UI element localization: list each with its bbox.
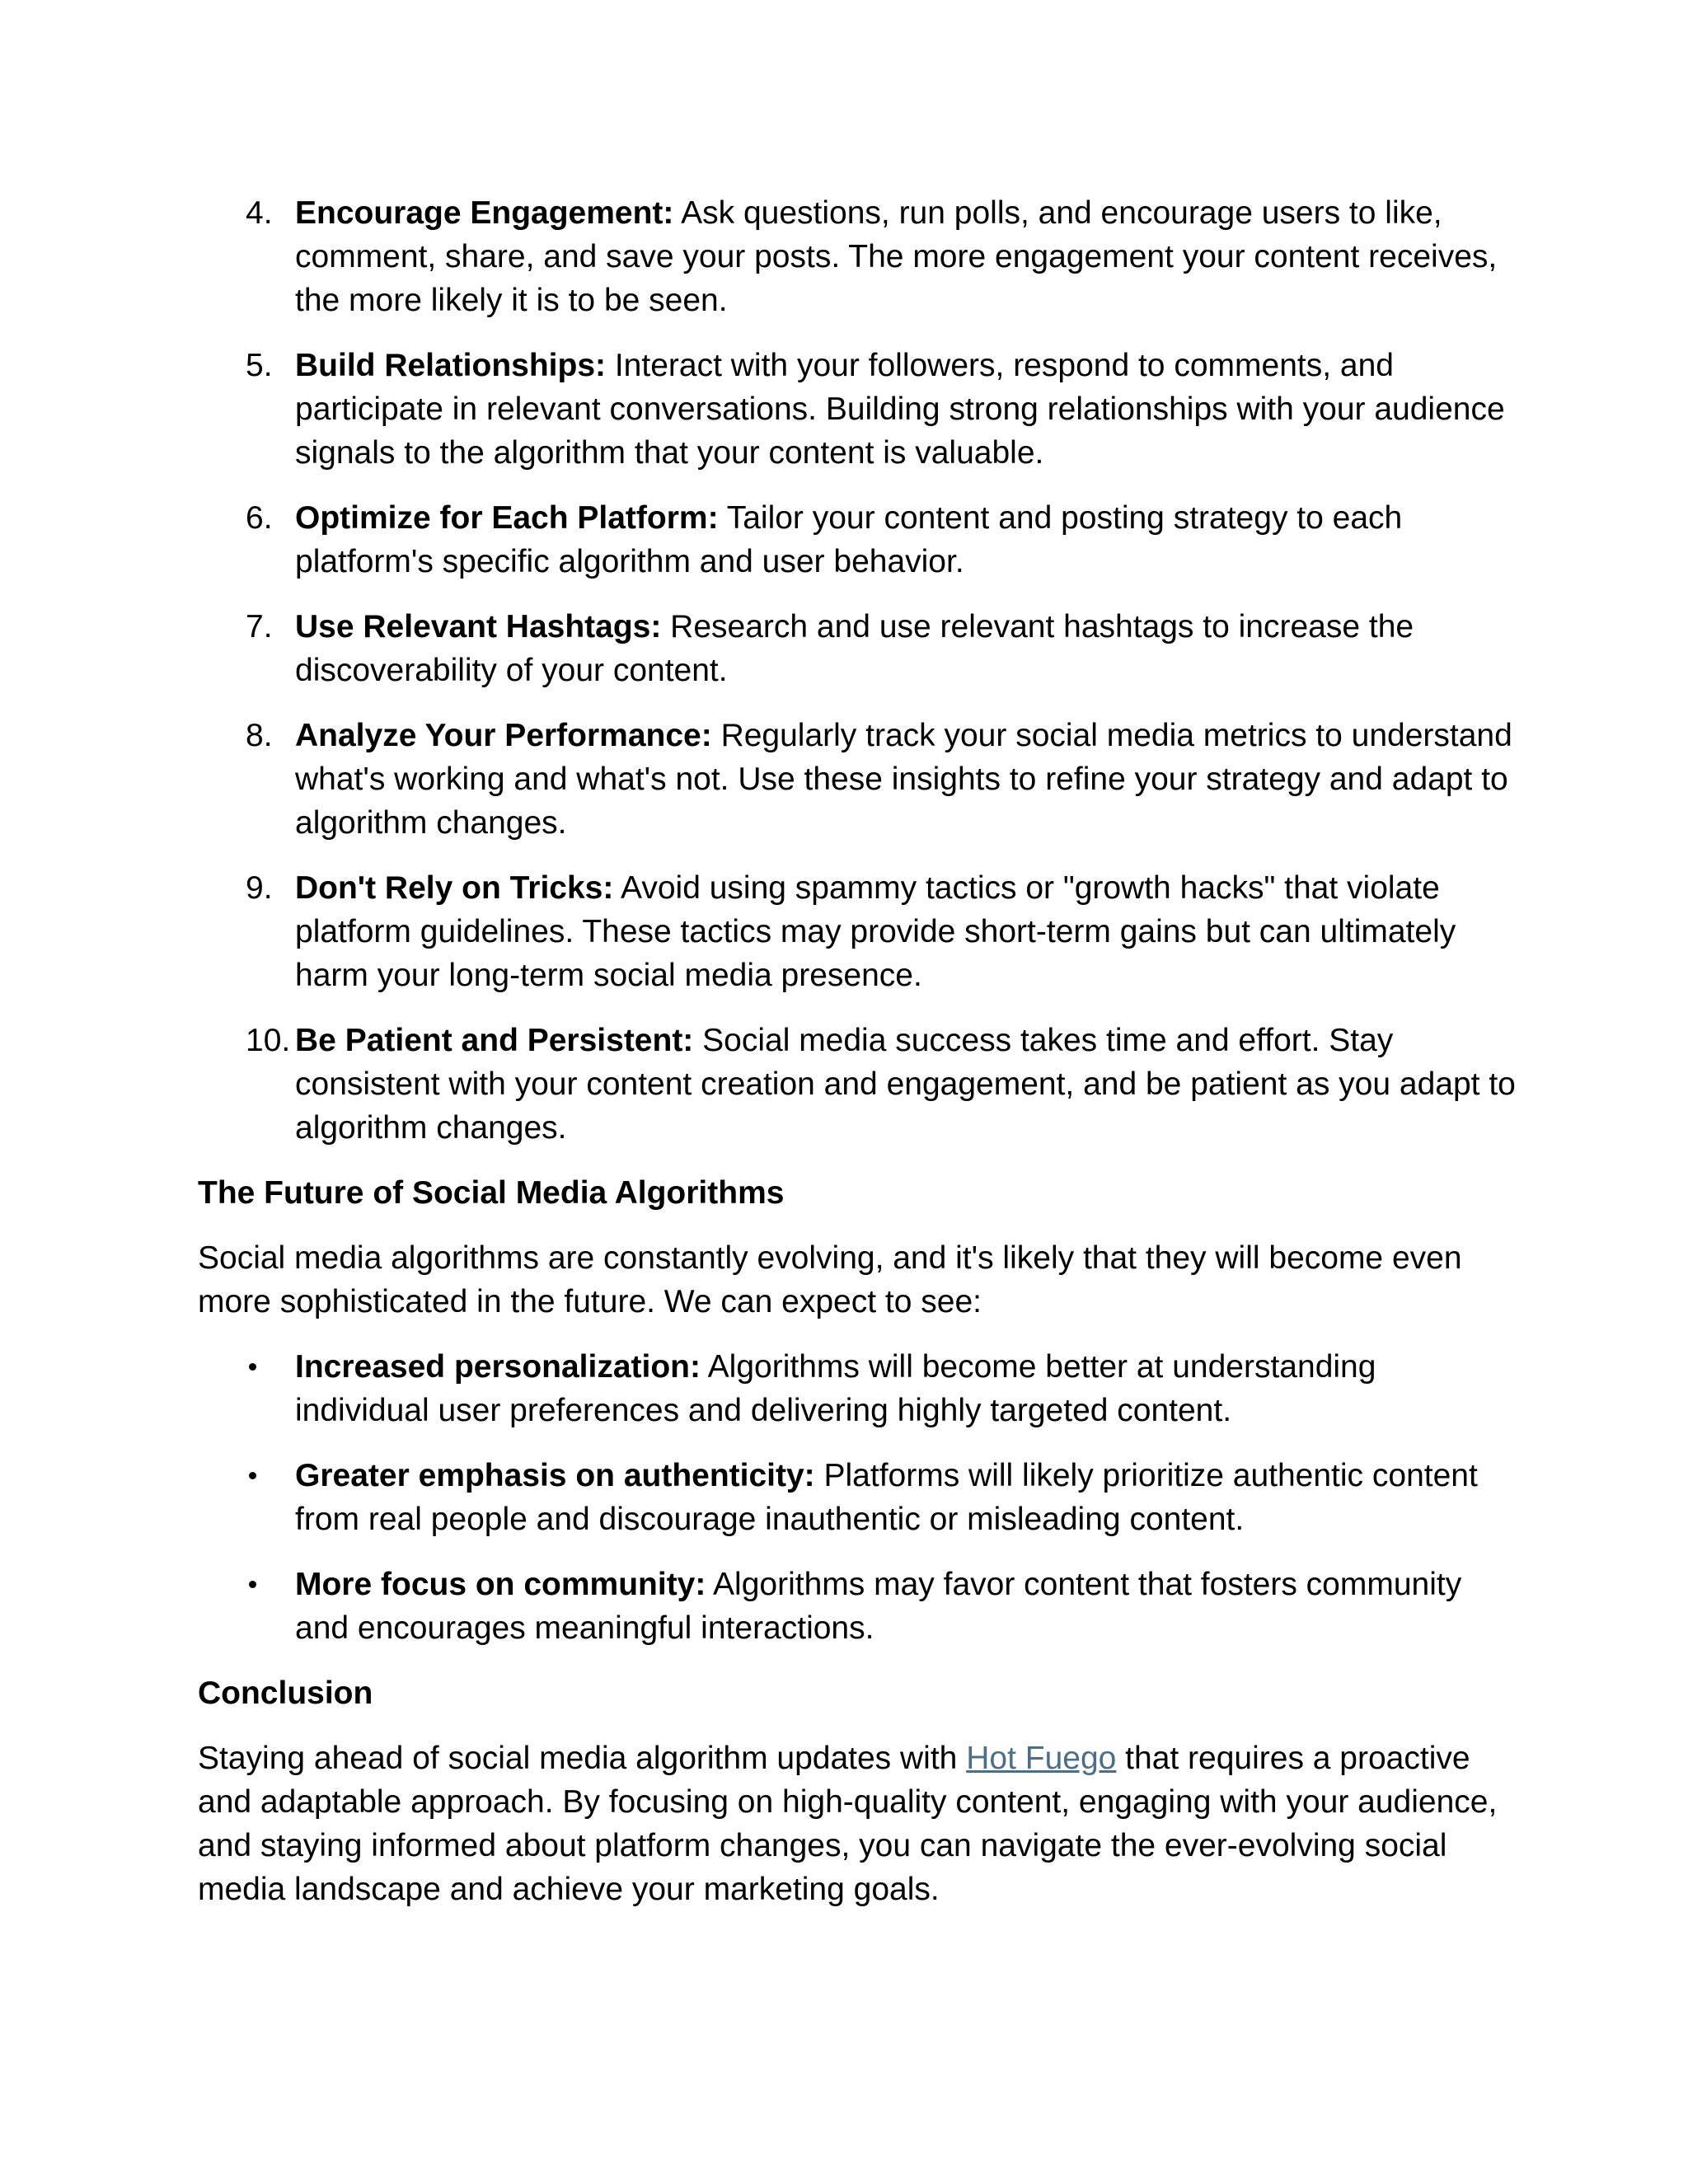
list-item	[198, 866, 1517, 997]
list-item-text: Social media success takes time and effort. Stay consistent with your content creation and engagement, and be patient as you adapt to algorithm changes.	[295, 1023, 1516, 1146]
list-item-title: Be Patient and Persistent:	[295, 1023, 694, 1058]
list-item-text: Avoid using spammy tactics or "growth hacks" that violate platform guidelines. These tactics may provide short-term gains but can ultimately harm your long-term social media presence.	[295, 870, 1456, 993]
list-item-text: Research and use relevant hashtags to increase the discoverability of your content.	[295, 609, 1414, 688]
bullet-title: More focus on community:	[295, 1567, 706, 1602]
future-bullet-list	[198, 1345, 1517, 1650]
future-section-intro: Social media algorithms are constantly evolving, and it's likely that they will become even more sophisticated in the future. We can expect to see:	[198, 1240, 1462, 1319]
list-item	[198, 1454, 1517, 1541]
list-item	[198, 605, 1517, 692]
conclusion-heading: Conclusion	[198, 1675, 373, 1711]
list-item	[198, 714, 1517, 845]
hot-fuego-link[interactable]: Hot Fuego	[966, 1741, 1117, 1776]
list-item	[198, 1563, 1517, 1650]
conclusion-paragraph	[198, 1736, 1517, 1911]
document-content	[198, 191, 1517, 1933]
list-number: 6.	[246, 500, 273, 536]
list-number: 10.	[246, 1023, 291, 1058]
bullet-icon	[249, 1472, 256, 1479]
list-item-text: Ask questions, run polls, and encourage users to like, comment, share, and save your posts. The more engagement your content receives, the more likely it is to be seen.	[295, 195, 1498, 318]
list-item-text: Regularly track your social media metrics to understand what's working and what's not. Use these insights to refine your strategy and adapt to algorithm changes.	[295, 718, 1512, 841]
list-item	[198, 496, 1517, 583]
list-item	[198, 191, 1517, 322]
list-item-title: Build Relationships:	[295, 348, 607, 383]
future-section-heading: The Future of Social Media Algorithms	[198, 1175, 785, 1211]
numbered-tips-list	[198, 191, 1517, 1150]
list-number: 8.	[246, 718, 273, 753]
list-number: 9.	[246, 870, 273, 906]
list-item-title: Use Relevant Hashtags:	[295, 609, 662, 644]
conclusion-text-after-link: that requires a proactive and adaptable approach. By focusing on high-quality content, engaging with your audience, and staying informed about platform changes, you can navigate the ever-evolving social media landscape and achieve your marketing goals.	[198, 1741, 1498, 1907]
bullet-text: Algorithms may favor content that fosters community and encourages meaningful interactions.	[295, 1567, 1462, 1646]
list-item	[198, 344, 1517, 475]
list-number: 4.	[246, 195, 273, 231]
bullet-text: Algorithms will become better at understanding individual user preferences and delivering highly targeted content.	[295, 1349, 1376, 1428]
bullet-icon	[249, 1363, 256, 1371]
list-item	[198, 1345, 1517, 1432]
bullet-icon	[249, 1581, 256, 1588]
bullet-title: Increased personalization:	[295, 1349, 701, 1385]
list-item-title: Don't Rely on Tricks:	[295, 870, 614, 906]
list-item-title: Encourage Engagement:	[295, 195, 674, 231]
bullet-title: Greater emphasis on authenticity:	[295, 1458, 815, 1493]
list-item-title: Optimize for Each Platform:	[295, 500, 719, 536]
list-item-text: Interact with your followers, respond to comments, and participate in relevant conversations. Building strong relationships with your audience signals to the algorithm that your content is valuable.	[295, 348, 1505, 471]
bullet-text: Platforms will likely prioritize authentic content from real people and discourage inauthentic or misleading content.	[295, 1458, 1478, 1537]
list-item-title: Analyze Your Performance:	[295, 718, 712, 753]
conclusion-text-before-link: Staying ahead of social media algorithm updates with	[198, 1741, 967, 1776]
list-item	[198, 1019, 1517, 1150]
list-item-text: Tailor your content and posting strategy to each platform's specific algorithm and user behavior.	[295, 500, 1403, 579]
list-number: 7.	[246, 609, 273, 644]
list-number: 5.	[246, 348, 273, 383]
